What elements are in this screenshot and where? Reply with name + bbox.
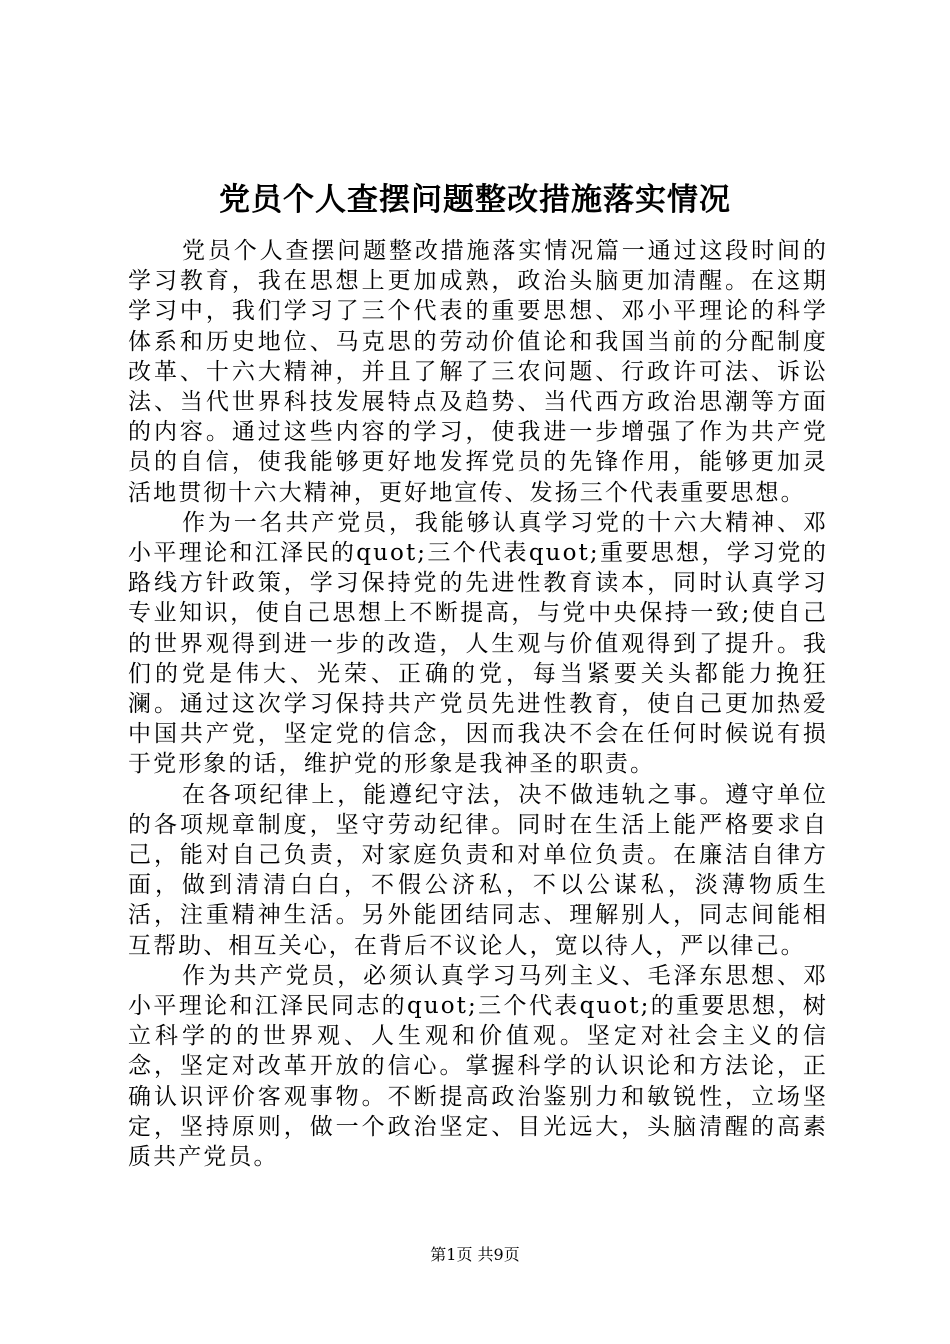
paragraph-2: 作为一名共产党员，我能够认真学习党的十六大精神、邓小平理论和江泽民的quot;三个代表quot;重要思想，学习党的路线方针政策，学习保持党的先进性教育读本，同时认真学习专业知识，使自己思想上不断提高，与党中央保持一致;使自己的世界观得到进一步的改造，人生观与价值观得到了提升。我们的党是伟大、光荣、正确的党，每当紧要关头都能力挽狂澜。通过这次学习保持共产党员先进性教育，使自己更加热爱中国共产党，坚定党的信念，因而我决不会在任何时候说有损于党形象的话，维护党的形象是我神圣的职责。 <box>128 509 828 778</box>
paragraph-4: 作为共产党员，必须认真学习马列主义、毛泽东思想、邓小平理论和江泽民同志的quot;三个代表quot;的重要思想，树立科学的的世界观、人生观和价值观。坚定对社会主义的信念，坚定对改革开放的信心。掌握科学的认识论和方法论，正确认识评价客观事物。不断提高政治鉴别力和敏锐性，立场坚定，坚持原则，做一个政治坚定、目光远大，头脑清醒的高素质共产党员。 <box>128 962 828 1171</box>
paragraph-1: 党员个人查摆问题整改措施落实情况篇一通过这段时间的学习教育，我在思想上更加成熟，政治头脑更加清醒。在这期学习中，我们学习了三个代表的重要思想、邓小平理论的科学体系和历史地位、马克思的劳动价值论和我国当前的分配制度改革、十六大精神，并且了解了三农问题、行政许可法、诉讼法、当代世界科技发展特点及趋势、当代西方政治思潮等方面的内容。通过这些内容的学习，使我进一步增强了作为共产党员的自信，使我能够更好地发挥党员的先锋作用，能够更加灵活地贯彻十六大精神，更好地宣传、发扬三个代表重要思想。 <box>128 238 828 506</box>
paragraph-3: 在各项纪律上，能遵纪守法，决不做违轨之事。遵守单位的各项规章制度，坚守劳动纪律。同时在生活上能严格要求自己，能对自己负责，对家庭负责和对单位负责。在廉洁自律方面，做到清清白白，不假公济私，不以公谋私，淡薄物质生活，注重精神生活。另外能团结同志、理解别人，同志间能相互帮助、相互关心，在背后不议论人，宽以待人，严以律己。 <box>128 781 828 959</box>
document-title: 党员个人查摆问题整改措施落实情况 <box>219 182 731 218</box>
document-body <box>128 236 828 1172</box>
page-number-footer: 第1页 共9页 <box>430 1245 520 1264</box>
